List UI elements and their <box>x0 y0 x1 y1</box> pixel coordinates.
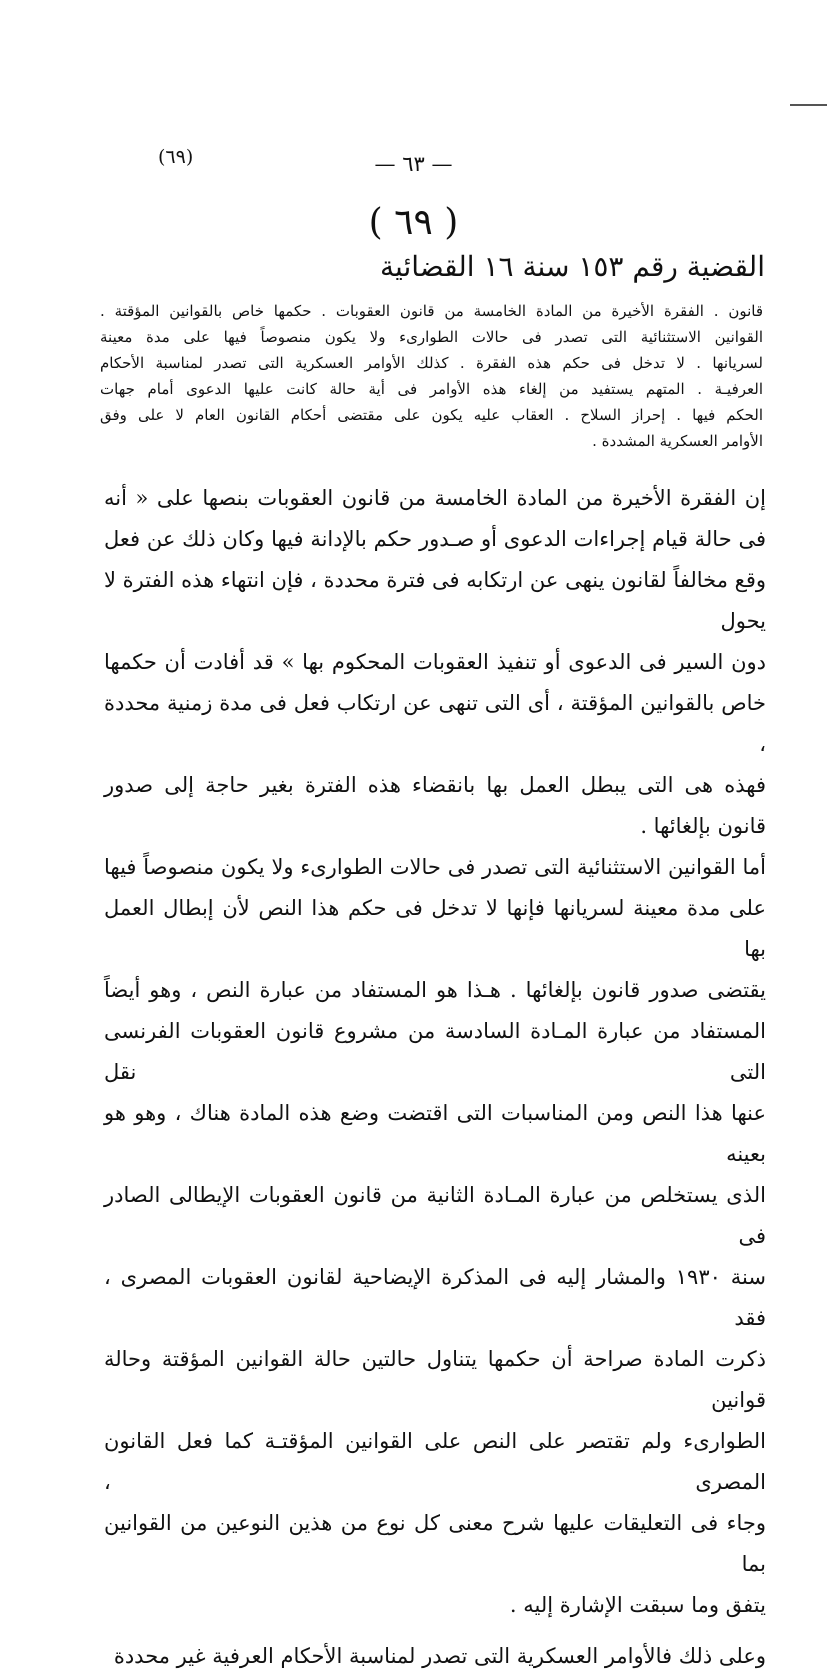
body-line: دون السير فى الدعوى أو تنفيذ العقوبات المحكوم بها » قد أفادت أن حكمها <box>104 650 766 674</box>
body-line: أما القوانين الاستثنائية التى تصدر فى حالات الطوارىء ولا يكون منصوصاً فيها <box>104 855 766 879</box>
body-line: فهذه هى التى يبطل العمل بها بانقضاء هذه الفترة بغير حاجة إلى صدور قانون بإلغائها . <box>104 773 766 838</box>
body-line: عنها هذا النص ومن المناسبات التى اقتضت وضع هذه المادة هناك ، وهو هو بعينه <box>104 1101 766 1166</box>
case-number-heading: ( ٦٩ ) <box>368 202 459 243</box>
body-line: الذى يستخلص من عبارة المـادة الثانية من قانون العقوبات الإيطالى الصادر فى <box>104 1183 766 1248</box>
margin-rule <box>790 104 827 106</box>
summary-line: لسريانها . لا تدخل فى حكم هذه الفقرة . كذلك الأوامر العسكرية التى تصدر لمناسبة الأحكام <box>100 354 763 372</box>
body-line: فى حالة قيام إجراءات الدعوى أو صـدور حكم بالإدانة فيها وكان ذلك عن فعل <box>104 527 766 551</box>
body-line: وعلى ذلك فالأوامر العسكرية التى تصدر لمناسبة الأحكام العرفية غير محددة <box>113 1644 766 1668</box>
body-line: يتفق وما سبقت الإشارة إليه . <box>509 1593 766 1617</box>
body-line: خاص بالقوانين المؤقتة ، أى التى تنهى عن ارتكاب فعل فى مدة زمنية محددة ، <box>104 691 766 756</box>
summary-line: قانون . الفقرة الأخيرة من المادة الخامسة من قانون العقوبات . حكمها خاص بالقوانين المؤقتة . <box>100 302 763 320</box>
body-line: سنة ١٩٣٠ والمشار إليه فى المذكرة الإيضاحية لقانون العقوبات المصرى ، فقد <box>104 1265 766 1330</box>
body-text <box>104 478 766 1677</box>
body-line: وجاء فى التعليقات عليها شرح معنى كل نوع من هذين النوعين من القوانين بما <box>104 1511 766 1576</box>
page-number: — ٦٣ — <box>374 152 453 176</box>
body-line: إن الفقرة الأخيرة من المادة الخامسة من قانون العقوبات بنصها على « أنه <box>104 486 766 510</box>
body-line: يقتضى صدور قانون بإلغائها . هـذا هو المستفاد من عبارة النص ، وهو أيضاً <box>104 978 766 1002</box>
summary-line: الأوامر العسكرية المشددة . <box>592 432 763 450</box>
case-summary <box>100 298 763 454</box>
paragraph-gap <box>104 1626 766 1636</box>
summary-line: الحكم فيها . إحراز السلاح . العقاب عليه يكون على مقتضى أحكام القانون العام لا على وفق <box>100 406 763 424</box>
summary-line: العرفيـة . المتهم يستفيد من إلغاء هذه الأوامر فى أية حالة كانت عليها الدعوى أمام جهات <box>100 380 763 398</box>
body-line: وقع مخالفاً لقانون ينهى عن ارتكابه فى فترة محددة ، فإن انتهاء هذه الفترة لا يحول <box>104 568 766 633</box>
body-line: الطوارىء ولم تقتصر على النص على القوانين المؤقتـة كما فعل القانون المصرى ، <box>104 1429 766 1494</box>
body-line: على مدة معينة لسريانها فإنها لا تدخل فى حكم هذا النص لأن إبطال العمل بها <box>104 896 766 961</box>
body-line: المستفاد من عبارة المـادة السادسة من مشروع قانون العقوبات الفرنسى التى نقل <box>104 1019 766 1084</box>
body-line: ذكرت المادة صراحة أن حكمها يتناول حالتين حالة القوانين المؤقتة وحالة قوانين <box>104 1347 766 1412</box>
summary-line: القوانين الاستثنائية التى تصدر فى حالات الطوارىء ولا يكون منصوصاً فيها على مدة معينة <box>100 328 763 346</box>
case-title: القضية رقم ١٥٣ سنة ١٦ القضائية <box>380 250 765 283</box>
header-case-ref: (٦٩) <box>158 146 194 168</box>
